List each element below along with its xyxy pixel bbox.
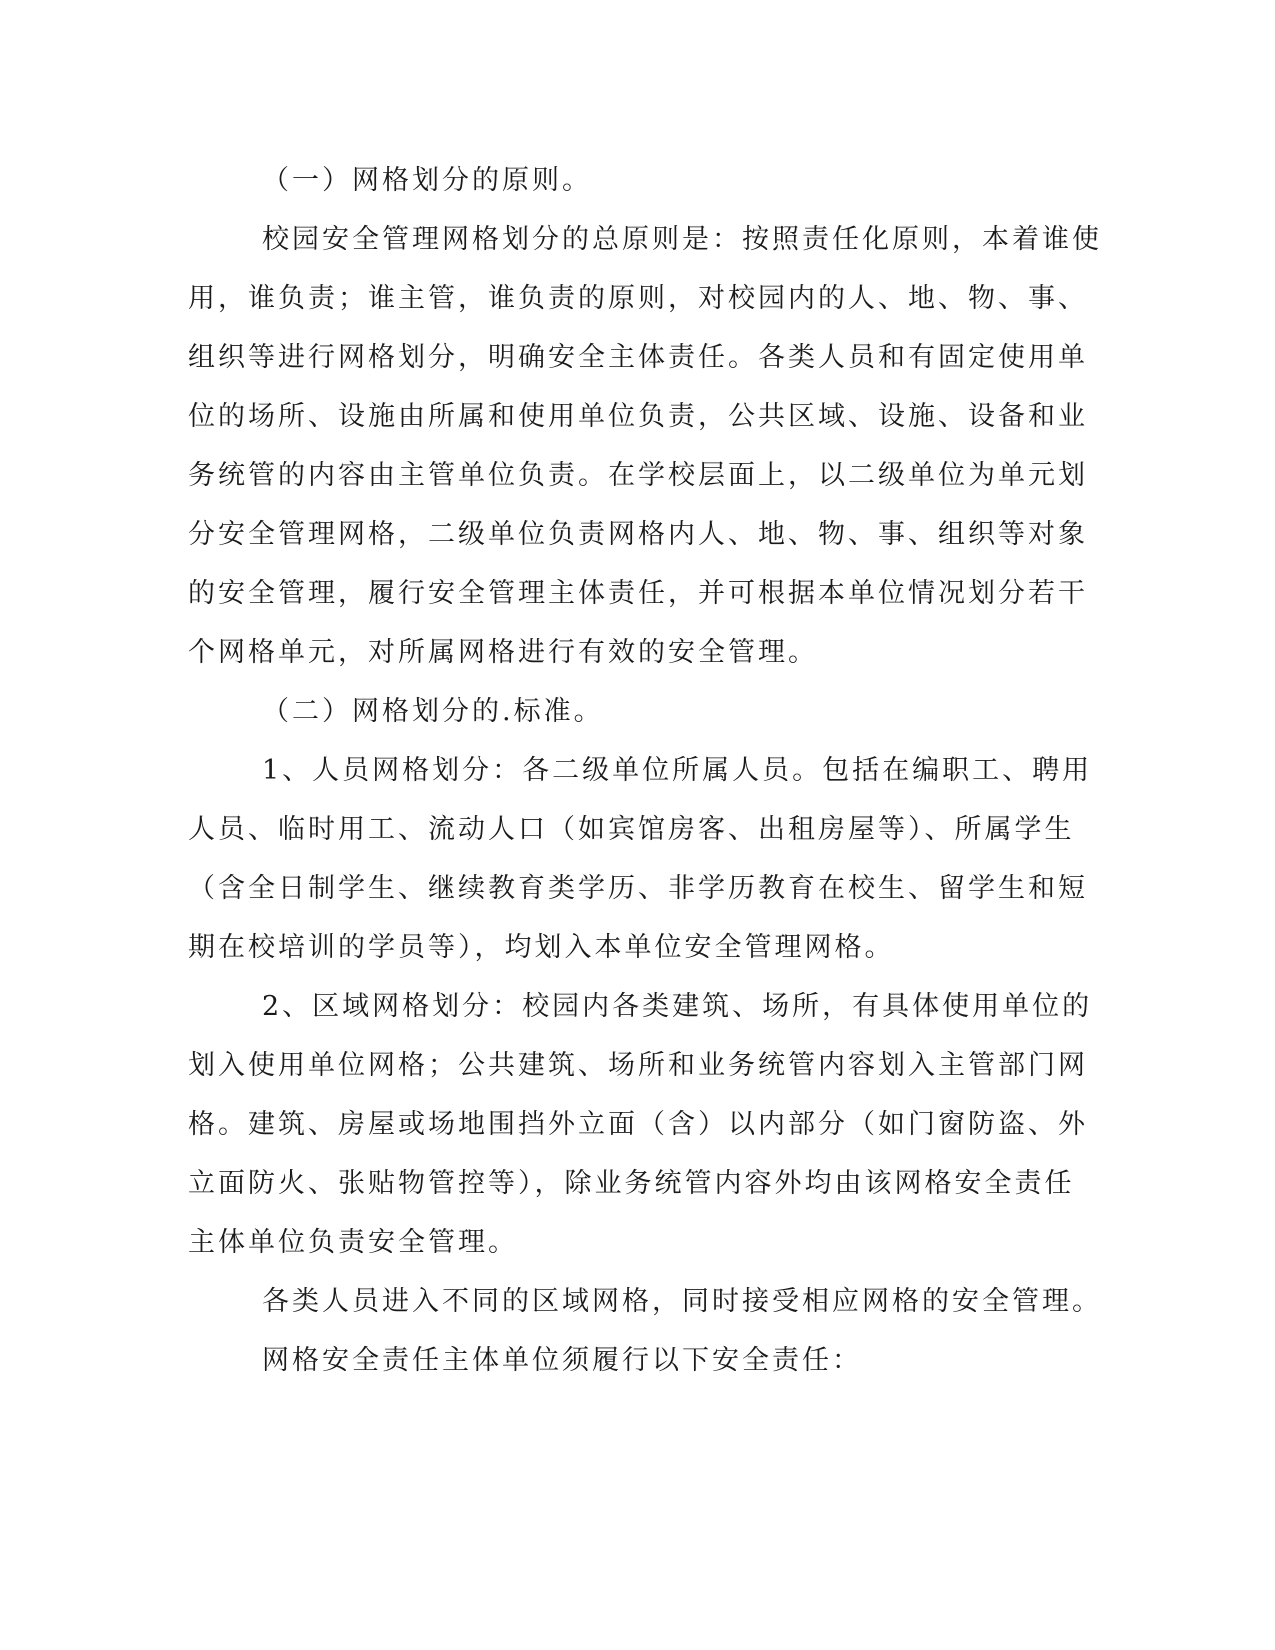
paragraph-line: 校园安全管理网格划分的总原则是：按照责任化原则，本着谁使	[262, 224, 1102, 255]
section-heading-1: （一）网格划分的原则。	[262, 165, 592, 196]
paragraph-line: 各类人员进入不同的区域网格，同时接受相应网格的安全管理。	[262, 1286, 1102, 1317]
paragraph-line: 主体单位负责安全管理。	[188, 1227, 518, 1258]
paragraph-line: 用，谁负责；谁主管，谁负责的原则，对校园内的人、地、物、事、	[188, 283, 1088, 314]
paragraph-line: 位的场所、设施由所属和使用单位负责，公共区域、设施、设备和业	[188, 401, 1088, 432]
paragraph-line: 分安全管理网格，二级单位负责网格内人、地、物、事、组织等对象	[188, 519, 1088, 550]
paragraph-line: （含全日制学生、继续教育类学历、非学历教育在校生、留学生和短	[188, 873, 1088, 904]
paragraph-line: 人员、临时用工、流动人口（如宾馆房客、出租房屋等）、所属学生	[188, 814, 1075, 845]
paragraph-line: 期在校培训的学员等），均划入本单位安全管理网格。	[188, 932, 895, 963]
paragraph-line: 格。建筑、房屋或场地围挡外立面（含）以内部分（如门窗防盗、外	[188, 1109, 1088, 1140]
paragraph-line: 1、人员网格划分：各二级单位所属人员。包括在编职工、聘用	[262, 755, 1093, 786]
paragraph-line: 的安全管理，履行安全管理主体责任，并可根据本单位情况划分若干	[188, 578, 1088, 609]
paragraph-line: 网格安全责任主体单位须履行以下安全责任：	[262, 1345, 862, 1376]
paragraph-line: 2、区域网格划分：校园内各类建筑、场所，有具体使用单位的	[262, 991, 1093, 1022]
paragraph-line: 立面防火、张贴物管控等），除业务统管内容外均由该网格安全责任	[188, 1168, 1075, 1199]
paragraph-line: 个网格单元，对所属网格进行有效的安全管理。	[188, 637, 818, 668]
paragraph-line: 务统管的内容由主管单位负责。在学校层面上，以二级单位为单元划	[188, 460, 1088, 491]
paragraph-line: 划入使用单位网格；公共建筑、场所和业务统管内容划入主管部门网	[188, 1050, 1088, 1081]
section-heading-2: （二）网格划分的.标准。	[262, 696, 604, 727]
paragraph-line: 组织等进行网格划分，明确安全主体责任。各类人员和有固定使用单	[188, 342, 1088, 373]
